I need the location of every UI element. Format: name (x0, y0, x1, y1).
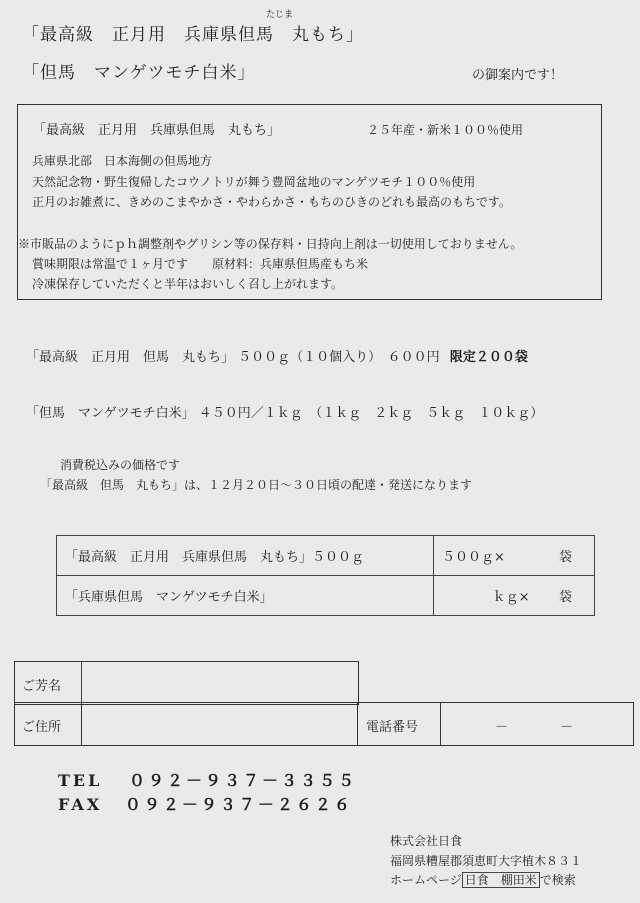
order-unit: 袋 (538, 536, 595, 576)
product-rice (26, 402, 543, 421)
product-mochi (26, 346, 528, 365)
header-ruby: たじま (266, 10, 294, 20)
product-mochi-limit: 限定２００袋 (449, 350, 528, 365)
order-item: 「兵庫県但馬 マンゲツモチ白米」 (57, 576, 434, 616)
order-item: 「最高級 正月用 兵庫県但馬 丸もち」５００ｇ (57, 536, 434, 576)
header-title-rice: 「但馬 マンゲツモチ白米」 (22, 63, 256, 83)
info-line-1: 兵庫県北部 日本海側の但馬地方 (32, 154, 213, 168)
order-row-mochi (57, 536, 595, 576)
fax-label: FAX (58, 795, 103, 814)
header-title-mochi: 「最高級 正月用 兵庫県但馬 丸もち」 (22, 25, 364, 45)
info-line-6: 冷凍保存していただくと半年はおいしく召し上がれます。 (32, 277, 344, 291)
order-row-rice (57, 576, 595, 616)
company-address: 福岡県糟屋郡須恵町大字植木８３１ (390, 854, 583, 868)
product-mochi-name: 「最高級 正月用 但馬 丸もち」 (26, 350, 235, 365)
company-hp (390, 871, 576, 888)
address-input[interactable] (81, 703, 356, 743)
product-mochi-detail: ５００ｇ（１０個入り） ６００円 (238, 350, 440, 365)
tel-line (58, 768, 357, 791)
order-table (56, 535, 595, 616)
order-unit: 袋 (538, 576, 595, 616)
header-invite: の御案内です！ (472, 68, 564, 83)
hp-suffix: で検索 (539, 873, 576, 887)
phone-label: 電話番号 (366, 720, 419, 735)
note-tax: 消費税込みの価格です (60, 458, 181, 472)
info-line-5: 賞味期限は常温で１ヶ月です 原材料：兵庫県但馬産もち米 (32, 257, 369, 271)
name-label: ご芳名 (22, 679, 62, 694)
hp-prefix: ホームページ (390, 873, 462, 887)
product-rice-detail: ４５０円／１ｋｇ （１ｋｇ ２ｋｇ ５ｋｇ １０ｋｇ） (198, 406, 544, 421)
note-delivery: 「最高級 但馬 丸もち」は、１２月２０日～３０日頃の配達・発送になります (40, 478, 473, 492)
order-qty-input[interactable]: ５００ｇ× (434, 536, 538, 576)
hp-keyword: 日食 棚田米 (462, 872, 540, 888)
product-rice-name: 「但馬 マンゲツモチ白米」 (26, 406, 195, 421)
info-title-note: ２５年産・新米１００％使用 (367, 123, 524, 137)
info-line-2: 天然記念物・野生復帰したコウノトリが舞う豊岡盆地のマンゲツモチ１００％使用 (32, 175, 476, 189)
info-title: 「最高級 正月用 兵庫県但馬 丸もち」 (33, 123, 281, 138)
fax-line (58, 792, 353, 815)
phone-input[interactable]: － － (495, 720, 574, 735)
address-label: ご住所 (22, 720, 62, 735)
tel-number: ０９２－９３７－３３５５ (128, 771, 357, 790)
name-input[interactable] (81, 662, 356, 702)
company-name: 株式会社日食 (390, 834, 463, 848)
info-line-4: ※市販品のようにｐｈ調整剤やグリシン等の保存料・日持向上剤は一切使用しておりません。 (18, 237, 523, 251)
tel-label: TEL (58, 771, 103, 790)
info-line-3: 正月のお雑煮に、きめのこまやかさ・やわらかさ・もちのひきのどれも最高のもちです。 (32, 195, 511, 209)
fax-number: ０９２－９３７－２６２６ (124, 795, 353, 814)
order-qty-input[interactable]: ｋｇ× (434, 576, 538, 616)
